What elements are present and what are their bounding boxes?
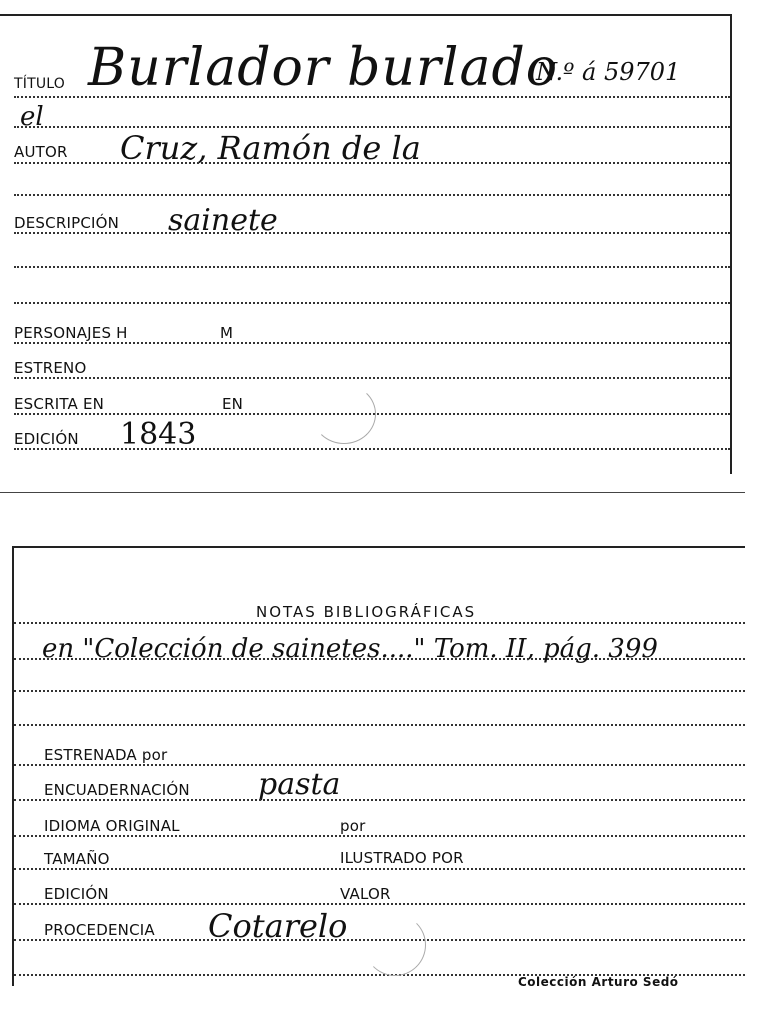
catalog-card-bottom [0, 540, 745, 1000]
descripcion-line [14, 232, 730, 234]
tamano-label: TAMAÑO [44, 850, 110, 868]
titulo-line [14, 96, 730, 98]
estrenada-label: ESTRENADA por [44, 746, 168, 764]
notas-value: en "Colección de sainetes...." Tom. II, pág. 399 [42, 634, 658, 664]
card-top-border [0, 14, 732, 16]
escrita-en-label: ESCRITA EN [14, 395, 105, 413]
escrita-en2-label: EN [222, 395, 244, 413]
card2-top-border [12, 546, 745, 548]
blank-line-3 [14, 302, 730, 304]
por-label: por [340, 817, 366, 835]
card-right-border [730, 14, 732, 474]
procedencia-value: Cotarelo [208, 907, 348, 945]
estreno-label: ESTRENO [14, 359, 87, 377]
encuadernacion-value: pasta [258, 767, 341, 802]
titulo-value: Burlador burlado [88, 38, 559, 98]
encuadernacion-line [14, 799, 745, 801]
ilustrado-label: ILUSTRADO POR [340, 849, 464, 867]
registry-number: N.º á 59701 [536, 58, 681, 86]
edicion2-line [14, 903, 745, 905]
titulo-label: TÍTULO [14, 76, 65, 92]
procedencia-label: PROCEDENCIA [44, 921, 155, 939]
autor-line [14, 162, 730, 164]
descripcion-value: sainete [168, 203, 278, 238]
valor-label: VALOR [340, 885, 391, 903]
edicion-value: 1843 [120, 417, 197, 452]
notas-line-0 [14, 622, 745, 624]
card-separator [0, 492, 745, 493]
collection-imprint: Colección Arturo Sedó [518, 975, 679, 989]
titulo-continuation: el [20, 102, 44, 132]
edicion2-label: EDICIÓN [44, 885, 109, 903]
encuadernacion-label: ENCUADERNACIÓN [44, 781, 190, 799]
notas-line-3 [14, 724, 745, 726]
blank-line-1 [14, 194, 730, 196]
notas-heading: NOTAS BIBLIOGRÁFICAS [256, 603, 477, 621]
blank-line-2 [14, 266, 730, 268]
personajes-m-label: M [220, 324, 234, 342]
autor-label: AUTOR [14, 143, 68, 161]
idioma-line [14, 835, 745, 837]
personajes-line [14, 342, 730, 344]
edicion-line [14, 448, 730, 450]
notas-line-1 [14, 658, 745, 660]
idioma-label: IDIOMA ORIGINAL [44, 817, 180, 835]
stamp-mark-2 [364, 914, 426, 976]
personajes-h-label: PERSONAJES H [14, 324, 128, 342]
titulo-line-2 [14, 126, 730, 128]
estreno-line [14, 377, 730, 379]
tamano-line [14, 868, 745, 870]
estrenada-line [14, 764, 745, 766]
stamp-mark [312, 384, 376, 444]
notas-line-2 [14, 690, 745, 692]
card2-left-border [12, 546, 14, 986]
edicion-label: EDICIÓN [14, 430, 79, 448]
autor-value: Cruz, Ramón de la [120, 129, 421, 167]
descripcion-label: DESCRIPCIÓN [14, 214, 120, 232]
catalog-card-top [0, 0, 740, 480]
